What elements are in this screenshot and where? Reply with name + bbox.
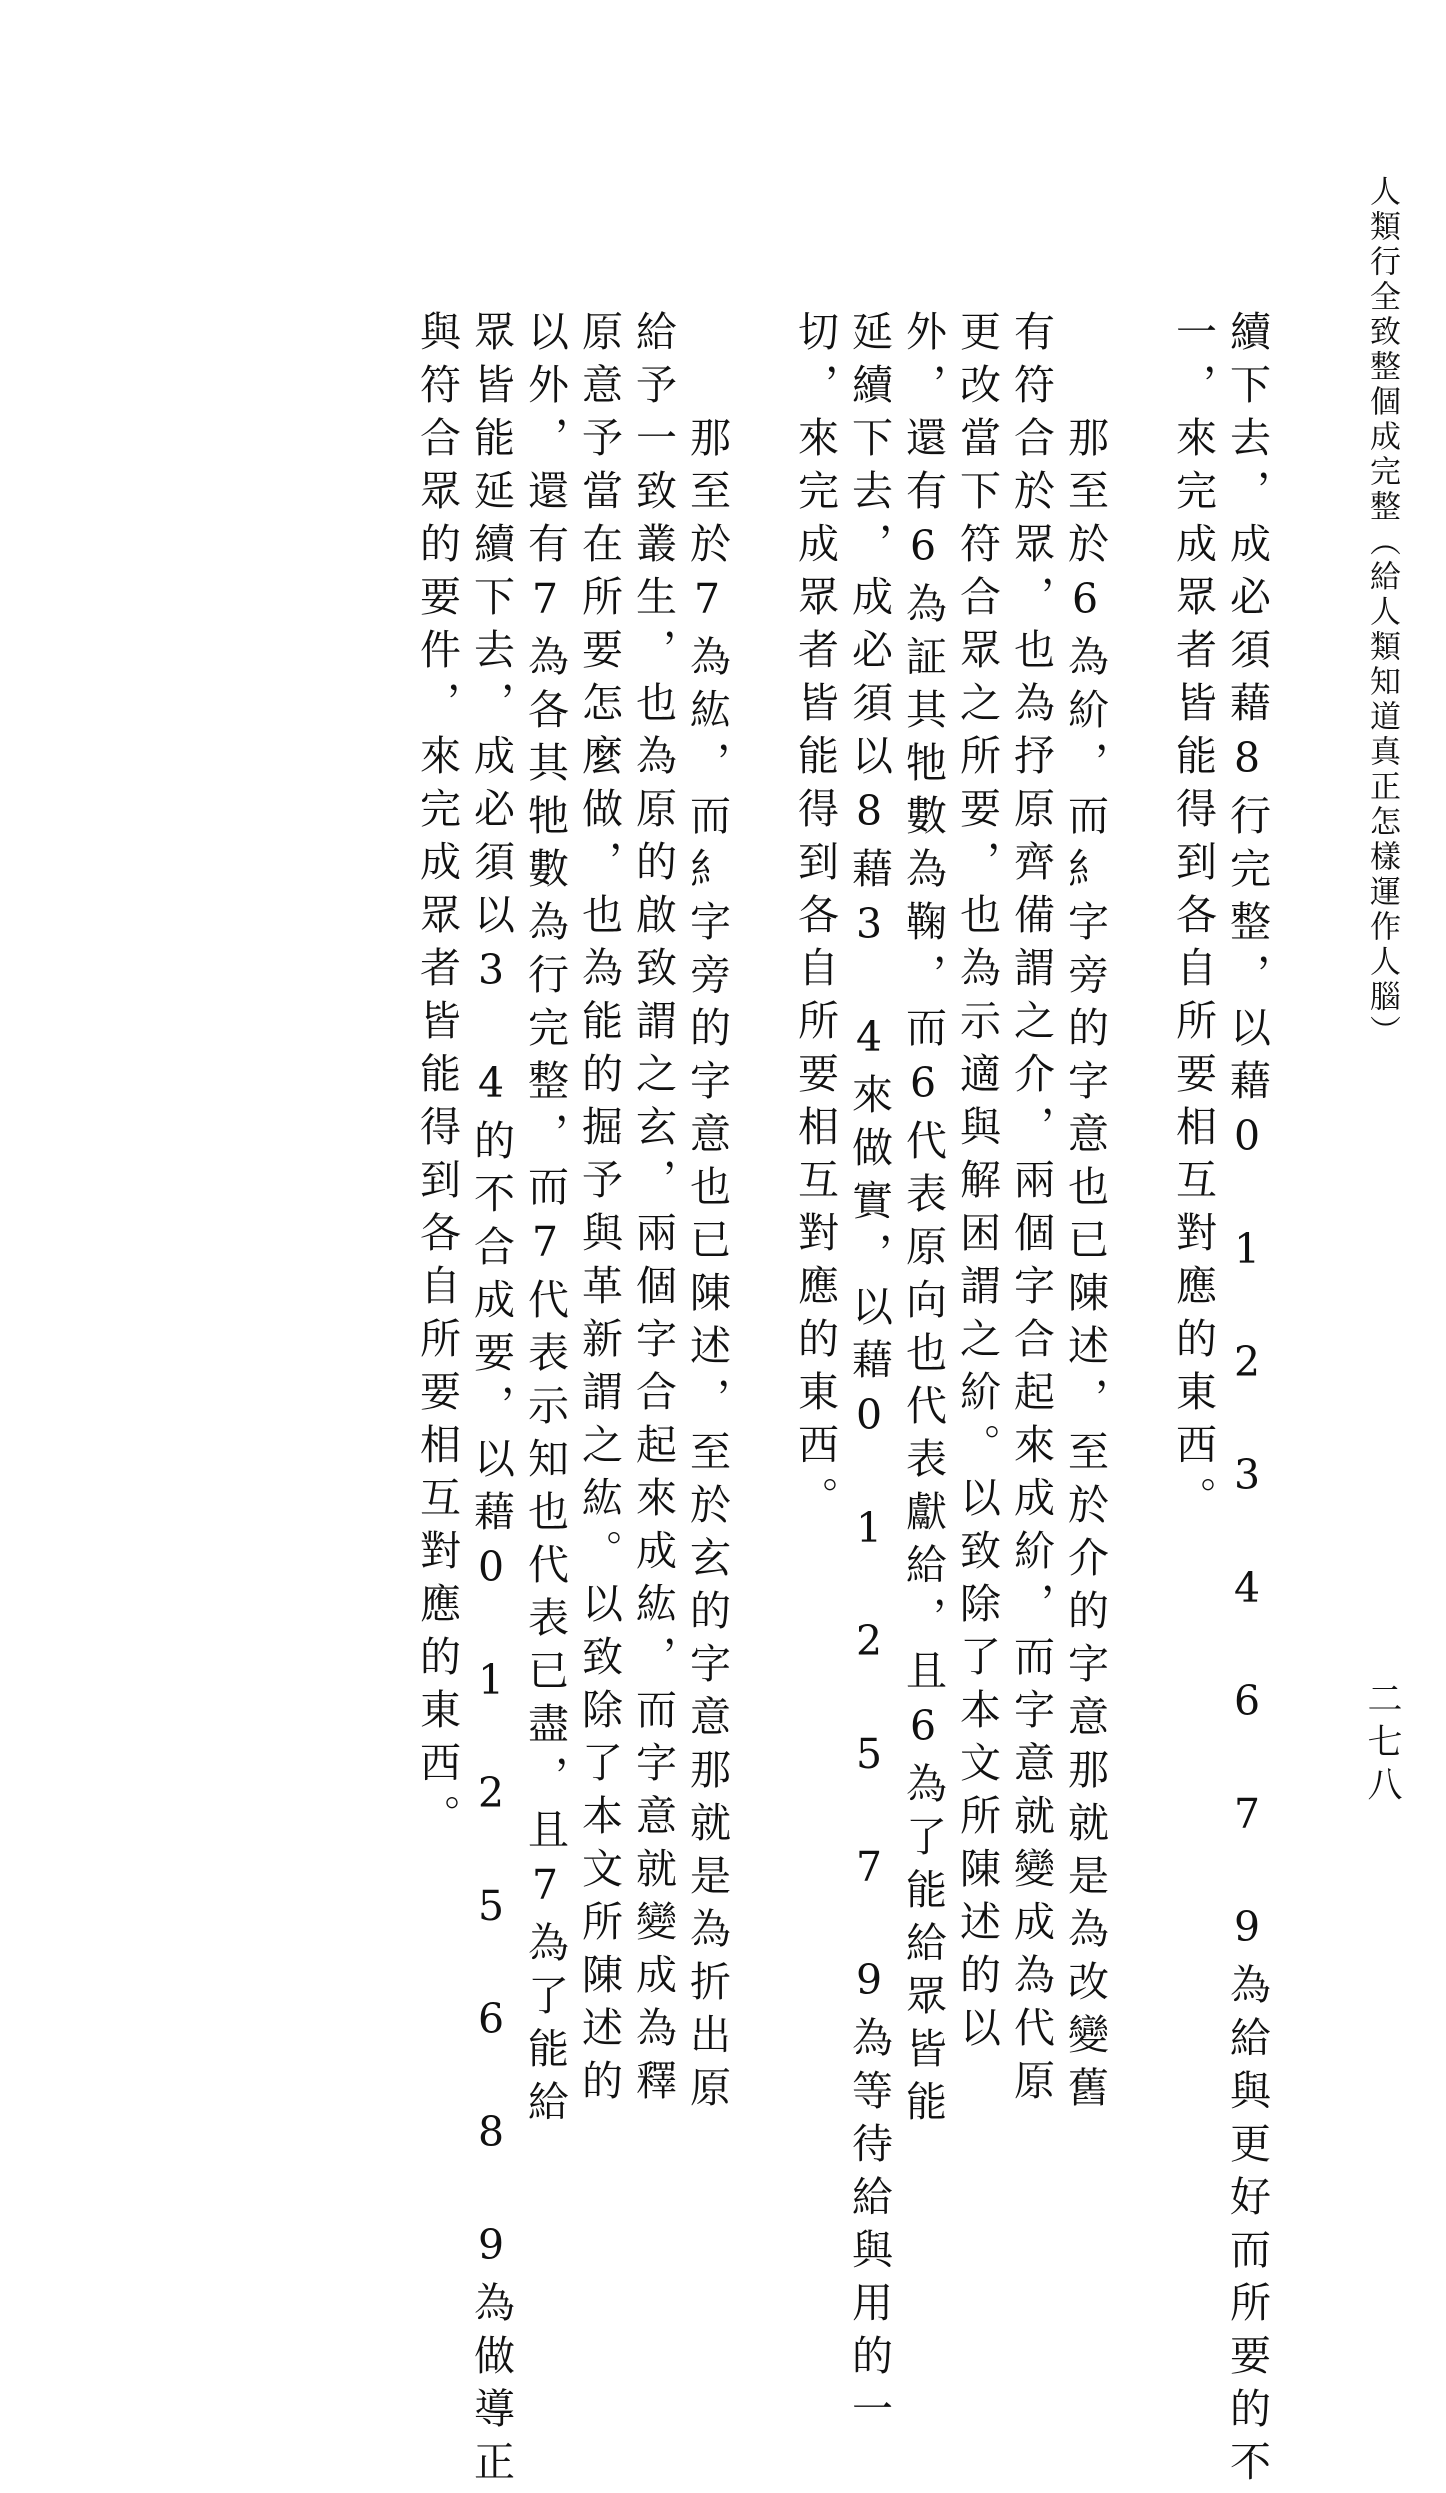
text-column: 續下去，成必須藉8行完整，以藉0 1 2 3 4 6 7 9為給與更好而所要的不	[1223, 310, 1271, 2493]
page-number: 二七八	[1362, 1680, 1402, 1809]
text-column: 延續下去，成必須以8藉3 4來做實，以藉0 1 2 5 7 9為等待給與用的一	[845, 310, 893, 2440]
text-column: 給予一致叢生，也為原的啟致謂之玄，兩個字合起來成紘，而字意就變成為釋	[629, 310, 677, 2112]
text-column: 切，來完成眾者皆能得到各自所要相互對應的東西。	[791, 310, 839, 1529]
text-column: 原意予當在所要怎麼做，也為能的掘予與革新謂之紘。以致除了本文所陳述的	[575, 310, 623, 2112]
text-column: 外，還有6為証其牠數為鞠，而6代表原向也代表獻給，且6為了能給眾皆能	[899, 310, 947, 2133]
text-column: 那至於6為紒，而糹字旁的字意也已陳述，至於介的字意那就是為改變舊	[1061, 310, 1109, 2119]
text-column: 那至於7為紘，而糹字旁的字意也已陳述，至於玄的字意那就是為折出原	[683, 310, 731, 2119]
text-column: 眾皆能延續下去，成必須以3 4的不合成要，以藉0 1 2 5 6 8 9為做導正	[467, 310, 515, 2493]
text-column: 一，來完成眾者皆能得到各自所要相互對應的東西。	[1169, 310, 1217, 1529]
running-header: 人類行全致整個成完整（給人類知道真正怎樣運作人腦）	[1364, 175, 1400, 1050]
text-column: 與符合眾的要件，來完成眾者皆能得到各自所要相互對應的東西。	[413, 310, 461, 1847]
text-column: 以外，還有7為各其牠數為行完整，而7代表示知也代表已盡，且7為了能給	[521, 310, 569, 2133]
text-column: 有符合於眾，也為抒原齊備謂之介，兩個字合起來成紒，而字意就變成為代原	[1007, 310, 1055, 2112]
text-column: 更改當下符合眾之所要，也為示適與解困謂之紒。以致除了本文所陳述的以	[953, 310, 1001, 2059]
